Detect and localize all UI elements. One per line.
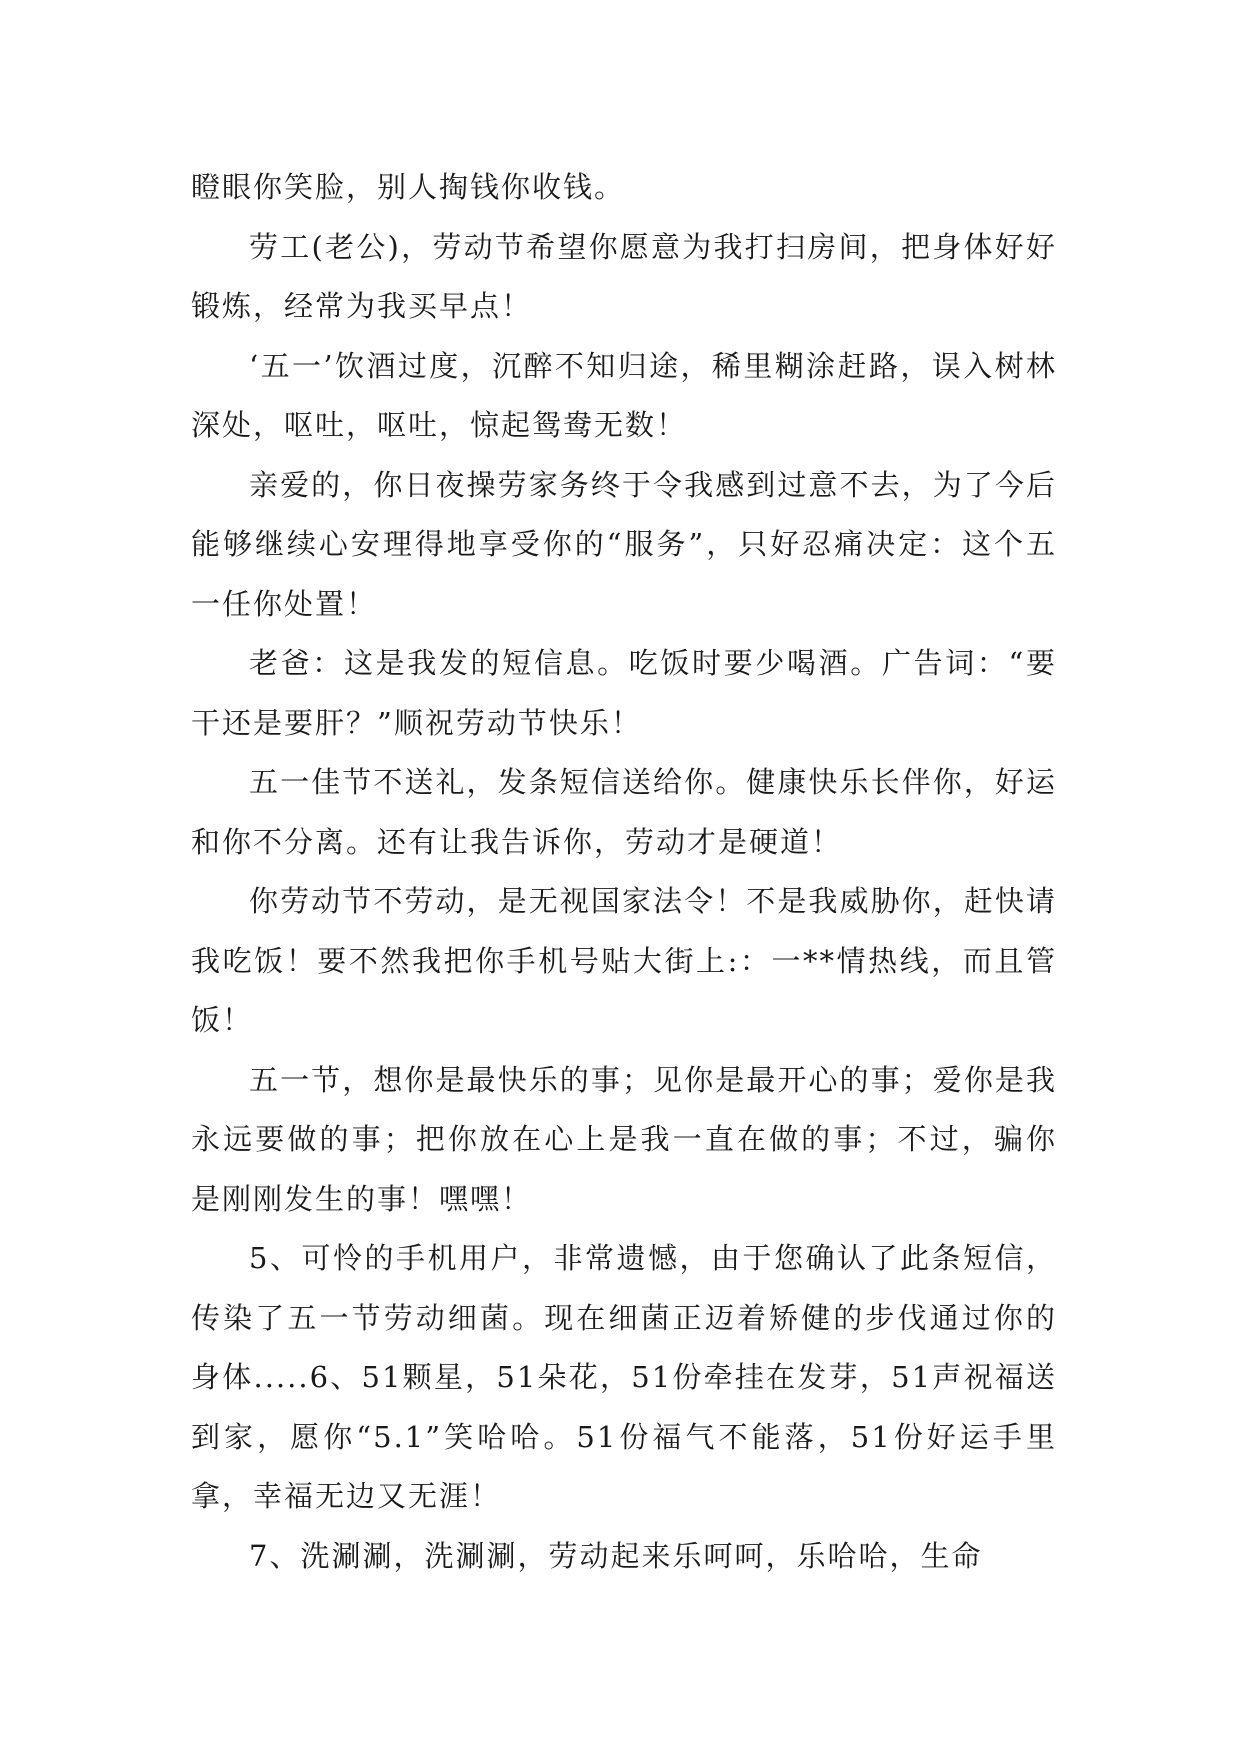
paragraph: 老爸：这是我发的短信息。吃饭时要少喝酒。广告词：“要干还是要肝？”顺祝劳动节快乐！ [191,646,1057,740]
paragraph: 瞪眼你笑脸，别人掏钱你收钱。 [191,170,626,204]
paragraph: ‘五一’饮酒过度，沉醉不知归途，稀里糊涂赶路，误入树林深处，呕吐，呕吐，惊起鸳鸯无数！ [191,348,1057,442]
paragraph: 亲爱的，你日夜操劳家务终于令我感到过意不去，为了今后能够继续心安理得地享受你的“服务”，只好忍痛决定：这个五一任你处置！ [191,467,1057,621]
paragraph: 7、洗涮涮，洗涮涮，劳动起来乐呵呵，乐哈哈，生命 [249,1538,983,1573]
paragraph: 五一佳节不送礼，发条短信送给你。健康快乐长伴你，好运和你不分离。还有让我告诉你，劳动才是硬道！ [191,765,1057,859]
document-body [191,158,1057,1586]
paragraph: 劳工(老公)，劳动节希望你愿意为我打扫房间，把身体好好锻炼，经常为我买早点！ [191,229,1057,323]
paragraph: 五一节，想你是最快乐的事；见你是最开心的事；爱你是我永远要做的事；把你放在心上是我一直在做的事；不过，骗你是刚刚发生的事！嘿嘿！ [191,1062,1057,1216]
paragraph: 你劳动节不劳动，是无视国家法令！不是我威胁你，赶快请我吃饭！要不然我把你手机号贴大街上:：一**情热线，而且管饭！ [191,884,1057,1037]
paragraph: 5、可怜的手机用户，非常遗憾，由于您确认了此条短信，传染了五一节劳动细菌。现在细菌正迈着矫健的步伐通过你的身体.....6、51颗星，51朵花，51份牵挂在发芽，51声祝福送到家，愿你“5.1”笑哈哈。51份福气不能落，51份好运手里拿，幸福无边又无涯！ [191,1241,1057,1513]
